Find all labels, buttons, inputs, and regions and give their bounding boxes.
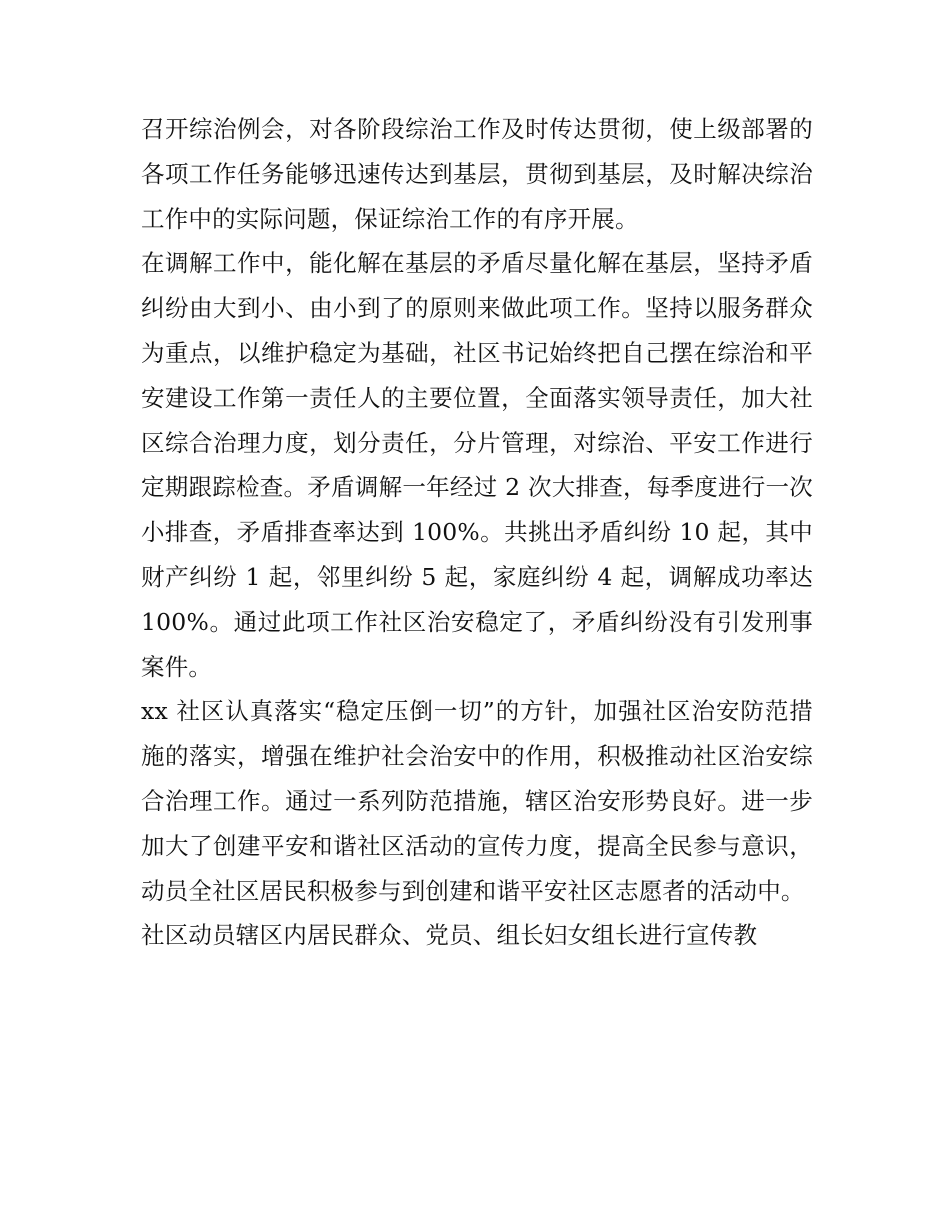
paragraph-meetings: 召开综治例会，对各阶段综治工作及时传达贯彻，使上级部署的各项工作任务能够迅速传达到基层，贯彻到基层，及时解决综治工作中的实际问题，保证综治工作的有序开展。 bbox=[141, 115, 813, 233]
document-body bbox=[141, 107, 813, 958]
paragraph-security: xx 社区认真落实“稳定压倒一切”的方针，加强社区治安防范措施的落实，增强在维护社会治安中的作用，积极推动社区治安综合治理工作。通过一系列防范措施，辖区治安形势良好。进一步加大了创建平安和谐社区活动的宣传力度，提高全民参与意识，动员全社区居民积极参与到创建和谐平安社区志愿者的活动中。 bbox=[141, 697, 813, 905]
paragraph-mediation: 在调解工作中，能化解在基层的矛盾尽量化解在基层，坚持矛盾纠纷由大到小、由小到了的原则来做此项工作。坚持以服务群众为重点，以维护稳定为基础，社区书记始终把自己摆在综治和平安建设工作第一责任人的主要位置，全面落实领导责任，加大社区综合治理力度，划分责任，分片管理，对综治、平安工作进行定期跟踪检查。矛盾调解一年经过 2 次大排查，每季度进行一次小排查，矛盾排查率达到 100%。共挑出矛盾纠纷 10 起，其中财产纠纷 1 起，邻里纠纷 5 起，家庭纠纷 4 起，调解成功率达 100%。通过此项工作社区治安稳定了，矛盾纠纷没有引发刑事案件。 bbox=[141, 249, 813, 681]
paragraph-mobilization: 社区动员辖区内居民群众、党员、组长妇女组长进行宣传教 bbox=[141, 921, 758, 950]
